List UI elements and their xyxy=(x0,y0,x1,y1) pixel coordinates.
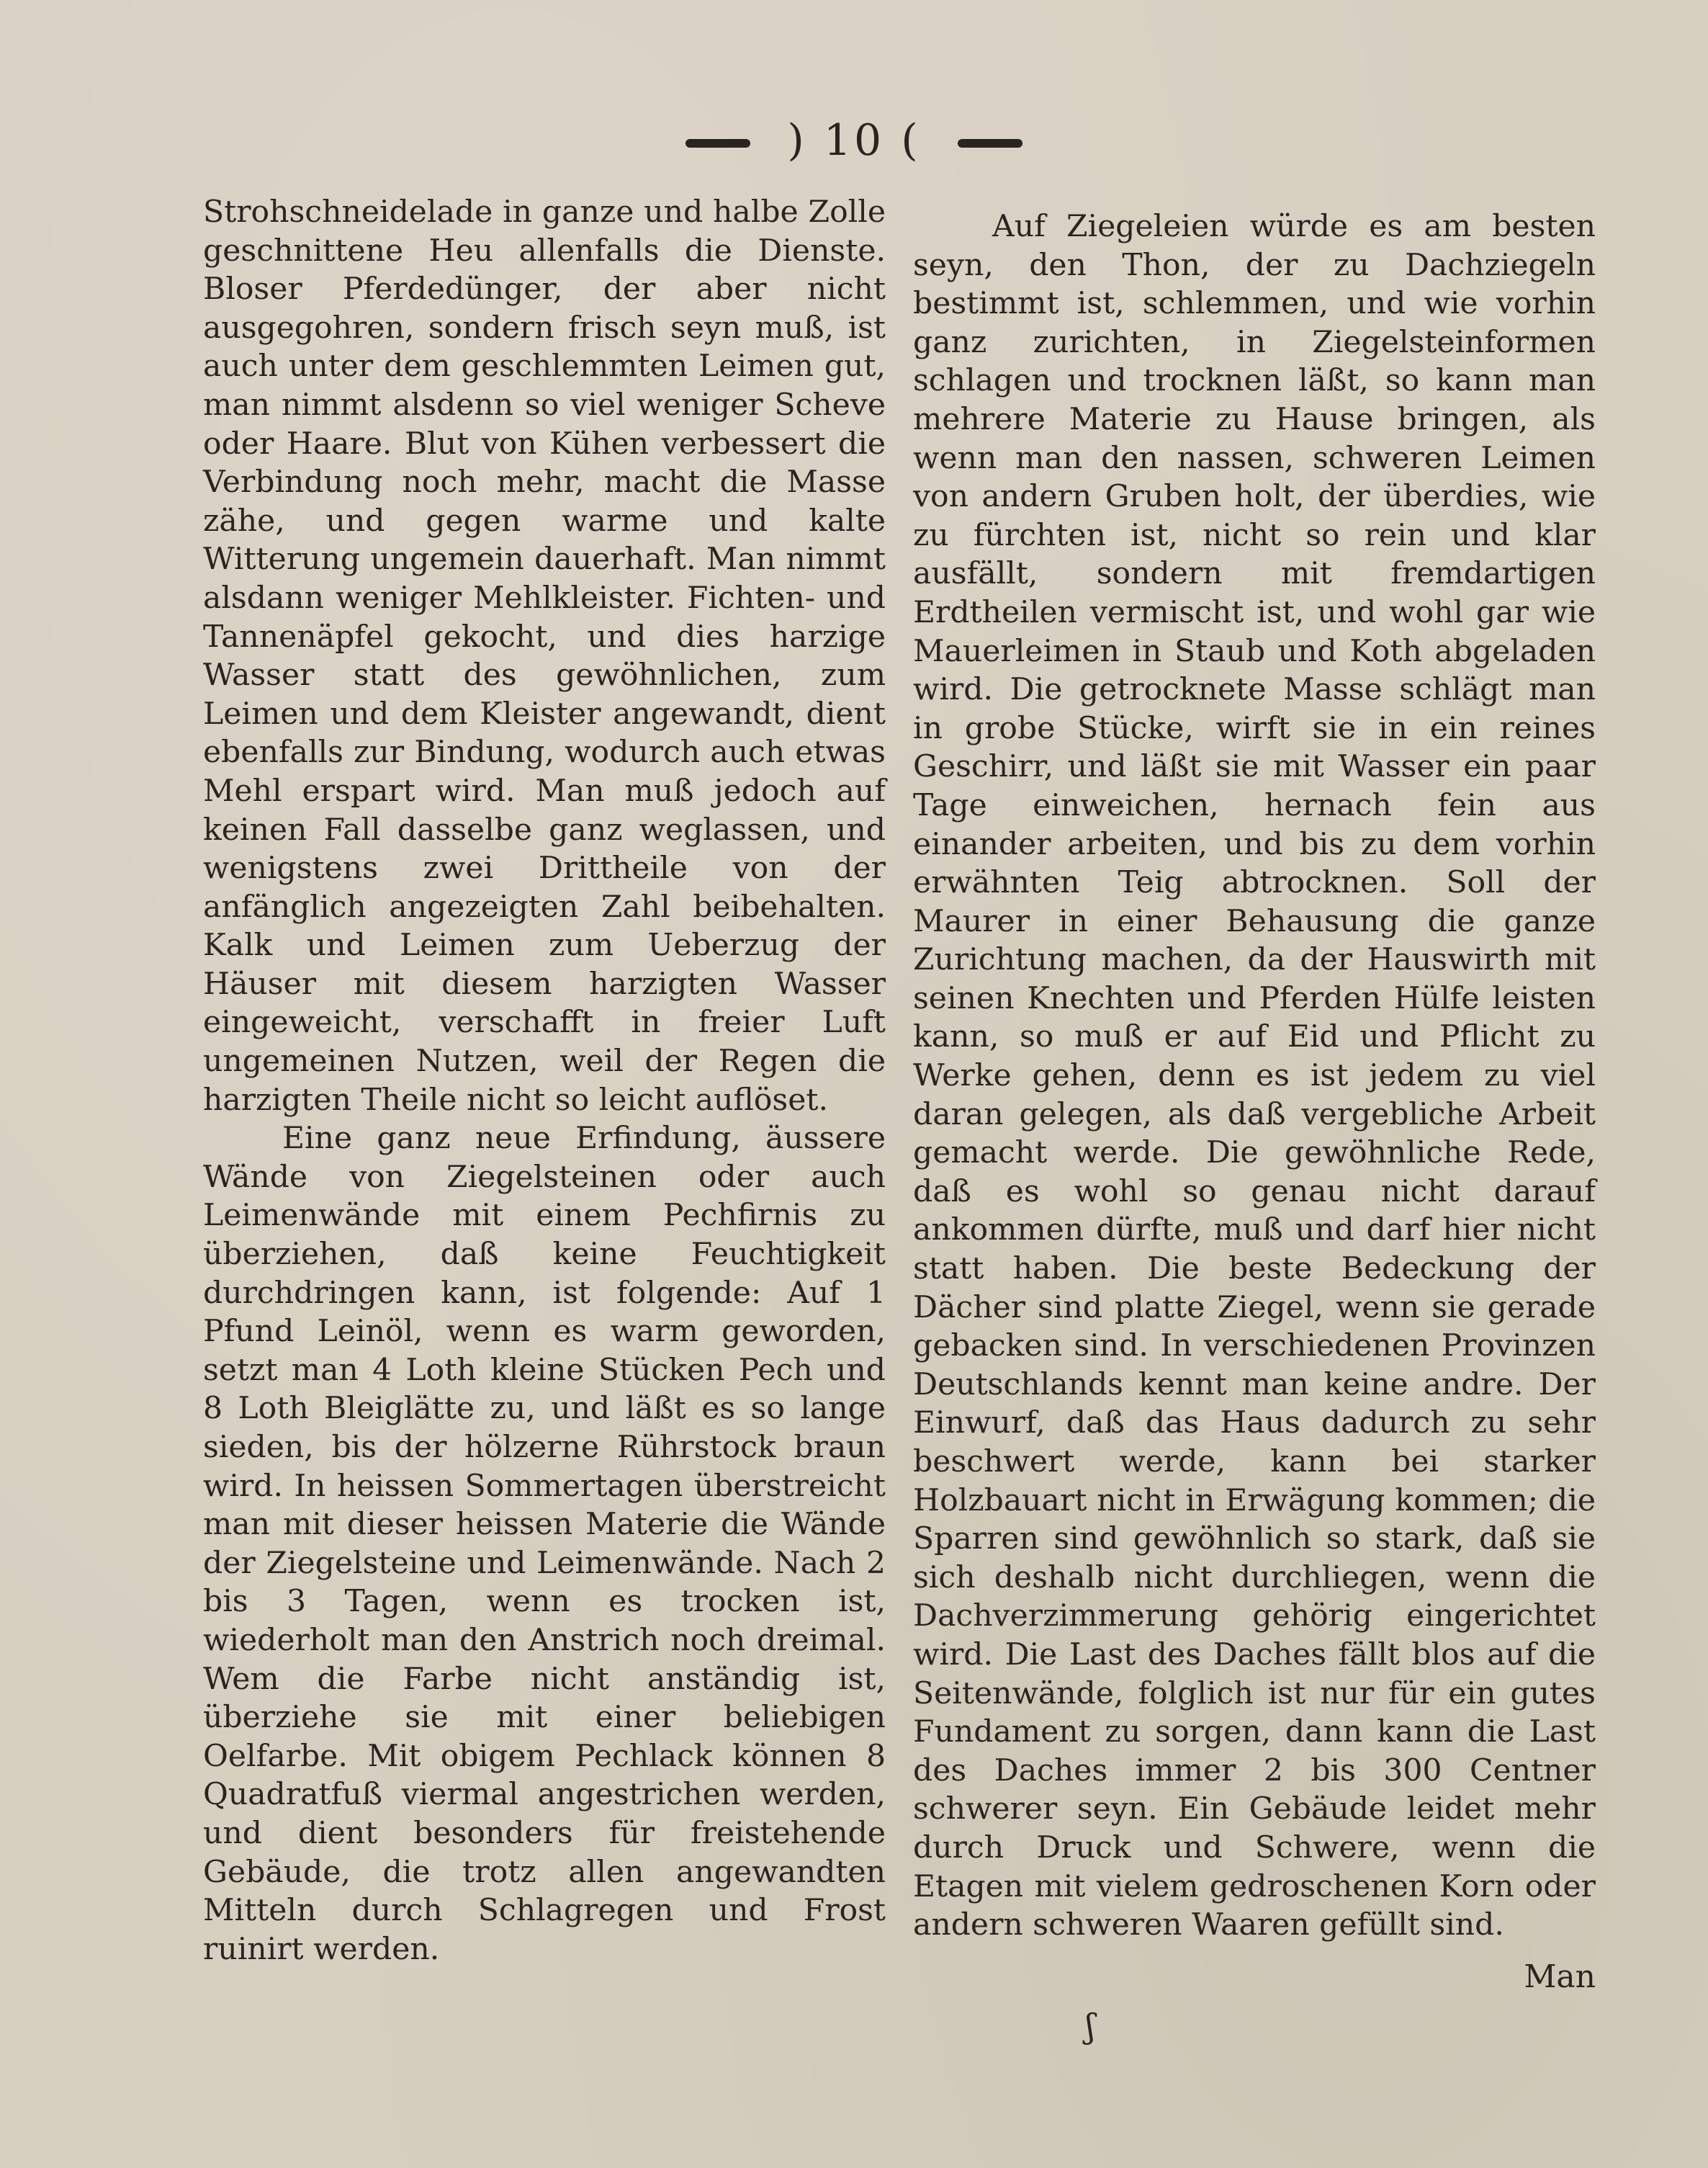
ink-mark: ʃ xyxy=(1086,2007,1095,2046)
left-paragraph-2: Eine ganz neue Erfindung, äussere Wände von Ziegelsteinen oder auch Leimenwände mit einem Pechfirnis zu überziehen, daß keine Feuchtigkeit durchdringen kann, ist folgende: Auf 1 Pfund Leinöl, wenn es warm geworden, setzt man 4 Loth kleine Stücken Pech und 8 Loth Bleiglätte zu, und läßt es so lange sieden, bis der hölzerne Rührstock braun wird. In heissen Sommertagen überstreicht man mit dieser heissen Materie die Wände der Ziegelsteine und Leimenwände. Nach 2 bis 3 Tagen, wenn es trocken ist, wiederholt man den Anstrich noch dreimal. Wem die Farbe nicht anständig ist, überziehe sie mit einer beliebigen Oelfarbe. Mit obigem Pechlack können 8 Quadratfuß viermal angestrichen werden, und dient besonders für freistehende Gebäude, die trotz allen angewandten Mitteln durch Schlagregen und Frost ruinirt werden. xyxy=(203,1121,886,1967)
right-column xyxy=(913,207,1596,1945)
header-ornament-left xyxy=(686,139,750,148)
page-header xyxy=(0,115,1708,166)
right-paragraph-1: Auf Ziegeleien würde es am besten seyn, den Thon, der zu Dachziegeln bestimmt ist, schlemmen, und wie vorhin ganz zurichten, in Ziegelsteinformen schlagen und trocknen läßt, so kann man mehrere Materie zu Hause bringen, als wenn man den nassen, schweren Leimen von andern Gruben holt, der überdies, wie zu fürchten ist, nicht so rein und klar ausfällt, sondern mit fremdartigen Erdtheilen vermischt ist, und wohl gar wie Mauerleimen in Staub und Koth abgeladen wird. Die getrocknete Masse schlägt man in grobe Stücke, wirft sie in ein reines Geschirr, und läßt sie mit Wasser ein paar Tage einweichen, hernach fein aus einander arbeiten, und bis zu dem vorhin erwähnten Teig abtrocknen. Soll der Maurer in einer Behausung die ganze Zurichtung machen, da der Hauswirth mit seinen Knechten und Pferden Hülfe leisten kann, so muß er auf Eid und Pflicht zu Werke gehen, denn es ist jedem zu viel daran gelegen, als daß vergebliche Arbeit gemacht werde. Die gewöhnliche Rede, daß es wohl so genau nicht darauf ankommen dürfte, muß und darf hier nicht statt haben. Die beste Bedeckung der Dächer sind platte Ziegel, wenn sie gerade gebacken sind. In verschiedenen Provinzen Deutschlands kennt man keine andre. Der Einwurf, daß das Haus dadurch zu sehr beschwert werde, kann bei starker Holzbauart nicht in Erwägung kommen; die Sparren sind gewöhnlich so stark, daß sie sich deshalb nicht durchliegen, wenn die Dachverzimmerung gehörig eingerichtet wird. Die Last des Daches fällt blos auf die Seitenwände, folglich ist nur für ein gutes Fundament zu sorgen, dann kann die Last des Daches immer 2 bis 300 Centner schwerer seyn. Ein Gebäude leidet mehr durch Druck und Schwere, wenn die Etagen mit vielem gedroschenen Korn oder andern schweren Waaren gefüllt sind. xyxy=(913,209,1596,1943)
left-paragraph-1: Strohschneidelade in ganze und halbe Zolle geschnittene Heu allenfalls die Dienste. Bloser Pferdedünger, der aber nicht ausgegohren, sondern frisch seyn muß, ist auch unter dem geschlemmten Leimen gut, man nimmt alsdenn so viel weniger Scheve oder Haare. Blut von Kühen verbessert die Verbindung noch mehr, macht die Masse zähe, und gegen warme und kalte Witterung ungemein dauerhaft. Man nimmt alsdann weniger Mehlkleister. Fichten- und Tannenäpfel gekocht, und dies harzige Wasser statt des gewöhnlichen, zum Leimen und dem Kleister angewandt, dient ebenfalls zur Bindung, wodurch auch etwas Mehl erspart wird. Man muß jedoch auf keinen Fall dasselbe ganz weglassen, und wenigstens zwei Drittheile von der anfänglich angezeigten Zahl beibehalten. Kalk und Leimen zum Ueberzug der Häuser mit diesem harzigten Wasser eingeweicht, verschafft in freier Luft ungemeinen Nutzen, weil der Regen die harzigten Theile nicht so leicht auflöset. xyxy=(203,194,886,1118)
header-ornament-right xyxy=(958,139,1022,148)
left-column xyxy=(203,193,886,1968)
page-number: ) 10 ( xyxy=(787,115,921,166)
catchword: Man xyxy=(1524,1958,1596,1995)
